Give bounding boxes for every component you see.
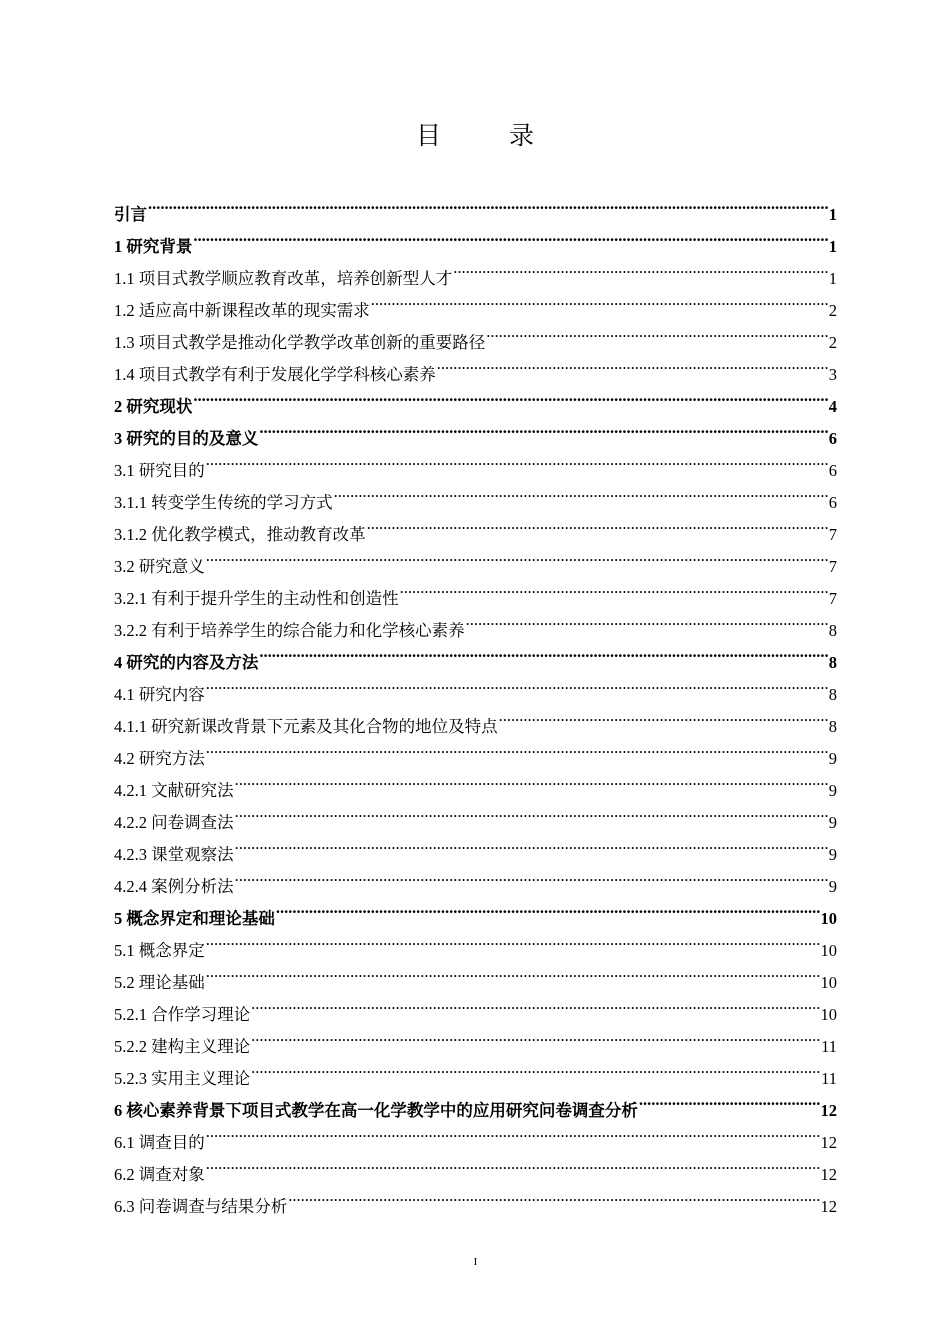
toc-entry-page-number: 12 (820, 1165, 837, 1184)
toc-dot-leader (453, 252, 828, 284)
toc-entry-page-number: 10 (820, 1005, 837, 1024)
toc-entry-page-number: 12 (820, 1197, 837, 1216)
toc-entry[interactable] (114, 668, 837, 704)
toc-entry-label: 5.2.1 合作学习理论 (114, 1005, 251, 1024)
toc-entry[interactable] (114, 444, 837, 480)
toc-entry[interactable] (114, 572, 837, 608)
toc-entry-label: 6.3 问卷调查与结果分析 (114, 1197, 288, 1216)
toc-dot-leader (437, 348, 828, 380)
toc-entry-page-number: 9 (828, 845, 837, 864)
toc-entry[interactable] (114, 1180, 837, 1216)
toc-entry-page-number: 11 (821, 1037, 837, 1056)
toc-entry-label: 5.2.2 建构主义理论 (114, 1037, 251, 1056)
toc-entry[interactable] (114, 380, 837, 416)
toc-dot-leader (235, 764, 828, 796)
toc-entry-label: 5.2.3 实用主义理论 (114, 1069, 251, 1088)
toc-dot-leader (276, 892, 820, 924)
toc-entry-label: 4.1 研究内容 (114, 685, 205, 704)
toc-entry-page-number: 11 (821, 1069, 837, 1088)
toc-dot-leader (400, 572, 828, 604)
toc-entry[interactable] (114, 700, 837, 736)
toc-entry-label: 4.2.1 文献研究法 (114, 781, 234, 800)
toc-entry-page-number: 7 (828, 589, 837, 608)
toc-dot-leader (251, 988, 819, 1020)
toc-entry-page-number: 12 (820, 1101, 837, 1120)
toc-entry-label: 4.2.3 课堂观察法 (114, 845, 234, 864)
toc-dot-leader (206, 956, 820, 988)
toc-entry-label: 3 研究的目的及意义 (114, 429, 259, 448)
toc-dot-leader (251, 1052, 820, 1084)
toc-entry-page-number: 9 (828, 813, 837, 832)
toc-entry-label: 5.2 理论基础 (114, 973, 205, 992)
toc-dot-leader (334, 476, 828, 508)
toc-entry-page-number: 2 (828, 333, 837, 352)
toc-entry-label: 1.3 项目式教学是推动化学教学改革创新的重要路径 (114, 333, 486, 352)
toc-entry-label: 1 研究背景 (114, 237, 193, 256)
toc-dot-leader (206, 444, 828, 476)
toc-entry-page-number: 6 (828, 461, 837, 480)
toc-entry-page-number: 4 (828, 397, 837, 416)
toc-entry-label: 4 研究的内容及方法 (114, 653, 259, 672)
toc-entry[interactable] (114, 220, 837, 256)
toc-entry-label: 4.1.1 研究新课改背景下元素及其化合物的地位及特点 (114, 717, 498, 736)
toc-entry-page-number: 6 (828, 493, 837, 512)
toc-entry-label: 1.1 项目式教学顺应教育改革，培养创新型人才 (114, 269, 453, 288)
toc-entry-page-number: 6 (828, 429, 837, 448)
toc-dot-leader (148, 188, 828, 220)
toc-entry[interactable] (114, 732, 837, 768)
toc-dot-leader (193, 380, 827, 412)
page-number: I (473, 1256, 478, 1268)
toc-entry-label: 5.1 概念界定 (114, 941, 205, 960)
toc-entry-page-number: 1 (828, 237, 837, 256)
toc-entry-label: 6.2 调查对象 (114, 1165, 205, 1184)
toc-entry-page-number: 10 (820, 909, 837, 928)
toc-dot-leader (206, 540, 828, 572)
toc-entry-label: 1.4 项目式教学有利于发展化学学科核心素养 (114, 365, 436, 384)
toc-dot-leader (499, 700, 828, 732)
toc-entry-label: 6.1 调查目的 (114, 1133, 205, 1152)
toc-dot-leader (206, 1116, 820, 1148)
toc-entry-page-number: 7 (828, 525, 837, 544)
toc-entry-label: 1.2 适应高中新课程改革的现实需求 (114, 301, 370, 320)
toc-dot-leader (235, 828, 828, 860)
toc-entry-page-number: 12 (820, 1133, 837, 1152)
toc-entry-page-number: 3 (828, 365, 837, 384)
toc-dot-leader (371, 284, 828, 316)
toc-entry-label: 4.2.2 问卷调查法 (114, 813, 234, 832)
toc-entry-label: 3.1 研究目的 (114, 461, 205, 480)
toc-entry-page-number: 8 (828, 717, 837, 736)
toc-dot-leader (367, 508, 828, 540)
toc-entry-page-number: 1 (828, 269, 837, 288)
toc-entry-page-number: 9 (828, 781, 837, 800)
toc-entry[interactable] (114, 252, 837, 288)
toc-entry[interactable] (114, 764, 837, 800)
toc-entry[interactable] (114, 1116, 837, 1152)
toc-dot-leader (486, 316, 828, 348)
toc-entry-label: 引言 (114, 205, 147, 224)
toc-entry-label: 3.2.2 有利于培养学生的综合能力和化学核心素养 (114, 621, 465, 640)
toc-entry-page-number: 1 (828, 205, 837, 224)
toc-entry-label: 6 核心素养背景下项目式教学在高一化学教学中的应用研究问卷调查分析 (114, 1101, 638, 1120)
toc-dot-leader (251, 1020, 820, 1052)
toc-entry[interactable] (114, 188, 837, 224)
toc-entry-label: 4.2 研究方法 (114, 749, 205, 768)
toc-dot-leader (235, 796, 828, 828)
toc-entry-label: 2 研究现状 (114, 397, 193, 416)
toc-dot-leader (639, 1084, 820, 1116)
toc-entry-page-number: 7 (828, 557, 837, 576)
toc-dot-leader (206, 732, 828, 764)
toc-entry-page-number: 9 (828, 877, 837, 896)
toc-entry-page-number: 8 (828, 653, 837, 672)
page-title: 目 录 (416, 121, 564, 150)
toc-entry[interactable] (114, 1148, 837, 1184)
toc-entry-page-number: 9 (828, 749, 837, 768)
toc-dot-leader (193, 220, 827, 252)
toc-entry-page-number: 8 (828, 685, 837, 704)
toc-entry[interactable] (114, 540, 837, 576)
toc-entry-label: 3.1.1 转变学生传统的学习方式 (114, 493, 333, 512)
toc-entry-page-number: 10 (820, 973, 837, 992)
toc-entry[interactable] (114, 924, 837, 960)
toc-entry-label: 3.2 研究意义 (114, 557, 205, 576)
toc-entry[interactable] (114, 476, 837, 512)
toc-entry-page-number: 2 (828, 301, 837, 320)
toc-entry-label: 4.2.4 案例分析法 (114, 877, 234, 896)
toc-entry-label: 3.2.1 有利于提升学生的主动性和创造性 (114, 589, 399, 608)
table-of-contents (114, 188, 837, 1216)
toc-dot-leader (259, 636, 827, 668)
toc-dot-leader (288, 1180, 819, 1212)
toc-dot-leader (206, 924, 820, 956)
toc-entry[interactable] (114, 988, 837, 1024)
toc-entry-page-number: 10 (820, 941, 837, 960)
toc-entry[interactable] (114, 956, 837, 992)
toc-entry-label: 5 概念界定和理论基础 (114, 909, 275, 928)
toc-dot-leader (259, 412, 827, 444)
toc-entry-label: 3.1.2 优化教学模式，推动教育改革 (114, 525, 366, 544)
toc-dot-leader (206, 1148, 820, 1180)
toc-dot-leader (466, 604, 828, 636)
toc-dot-leader (235, 860, 828, 892)
toc-dot-leader (206, 668, 828, 700)
toc-entry[interactable] (114, 412, 837, 448)
toc-entry-page-number: 8 (828, 621, 837, 640)
